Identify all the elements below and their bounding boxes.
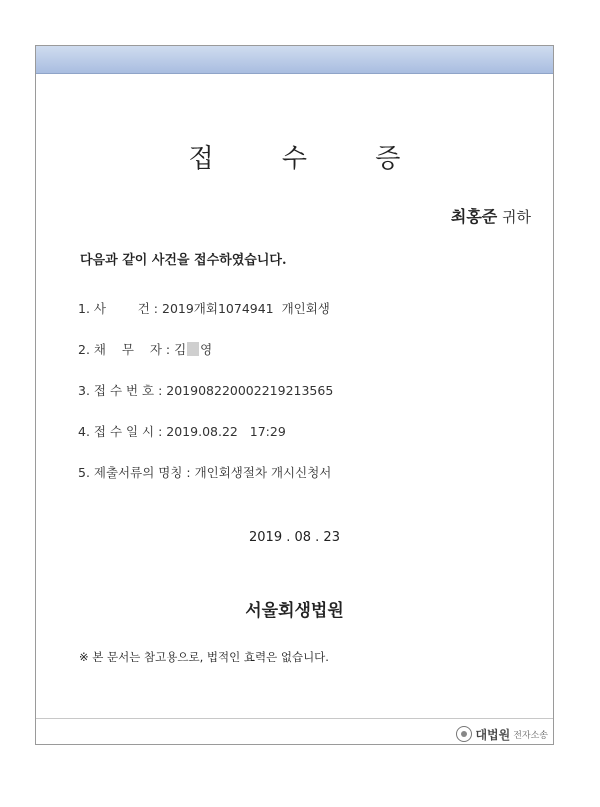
item-label: 1. 사 건 :: [78, 301, 162, 316]
court-emblem-icon: [456, 726, 472, 742]
item-value: 20190822000221921356​5: [166, 383, 334, 398]
recipient-name: 최홍준: [450, 207, 498, 226]
issue-date: 2019 . 08 . 23: [249, 530, 340, 545]
notice-text: ※ 본 문서는 참고용으로, 법적인 효력은 없습니다.: [79, 650, 329, 664]
item-label: 2. 채 무 자 :: [78, 342, 175, 357]
item-value: 2019.08.22 17:29: [166, 424, 286, 439]
item-label: 3. 접 수 번 호 :: [78, 383, 167, 398]
item-value: 개인회생절차 개시신청서: [194, 465, 332, 480]
item-receipt-datetime: [78, 422, 286, 440]
item-label: 5. 제출서류의 명칭 :: [78, 465, 195, 480]
item-label: 4. 접 수 일 시 :: [78, 424, 167, 439]
document-header-bar: [36, 46, 553, 74]
item-value-pre: 김: [174, 342, 187, 357]
court-name: 서울회생법원: [245, 601, 344, 621]
redaction-mask: [187, 342, 199, 356]
logo-sub-text: 전자소송: [513, 730, 548, 741]
item-debtor: [78, 340, 212, 358]
item-receipt-number: [78, 381, 333, 399]
item-document-name: [78, 463, 331, 481]
footer-divider: [36, 718, 553, 719]
logo-main-text: 대법원: [475, 727, 511, 742]
receipt-document: [35, 45, 554, 745]
item-case: [78, 299, 330, 317]
intro-text: 다음과 같이 사건을 접수하였습니다.: [80, 253, 287, 268]
recipient: [451, 204, 531, 227]
supreme-court-logo: [456, 725, 548, 743]
document-title: 접 수 증: [188, 144, 431, 174]
item-value: 2019개회1074941 개인회생: [162, 301, 330, 316]
recipient-suffix: 귀하: [502, 208, 531, 226]
item-value-post: 영: [200, 342, 213, 357]
